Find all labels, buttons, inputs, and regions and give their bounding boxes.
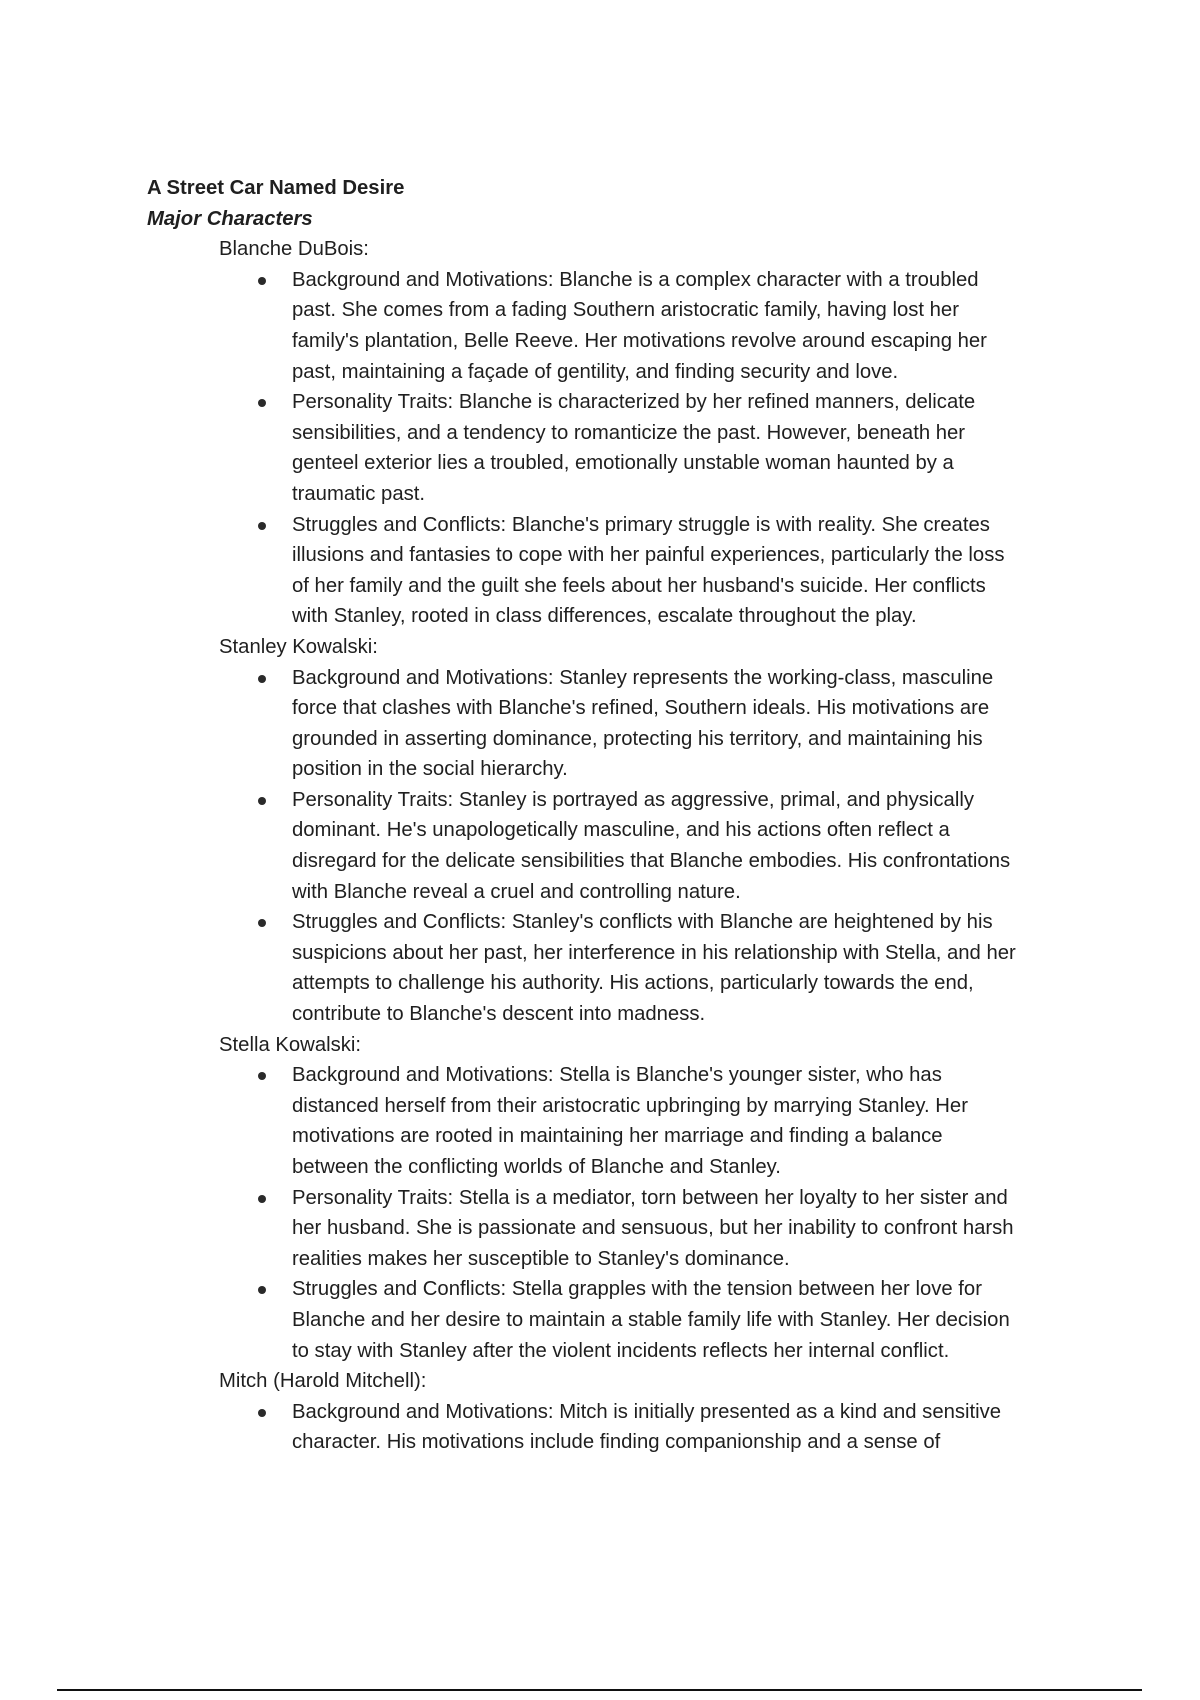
bullet-text-line: with Blanche reveal a cruel and controlling nature. [292,880,741,903]
bullet-text-line: position in the social hierarchy. [292,758,568,781]
bullet-dot-icon [258,675,266,683]
bullet-text-line: force that clashes with Blanche's refined, Southern ideals. His motivations are [292,697,990,720]
character-list [147,234,1016,1458]
bullet-item [292,663,1016,785]
bullet-text-line: with Stanley, rooted in class differences, escalate throughout the play. [292,605,917,628]
bullet-text-line: motivations are rooted in maintaining her marriage and finding a balance [292,1125,943,1148]
character-name: Stella Kowalski: [219,1033,362,1056]
bullet-dot-icon [258,919,266,927]
bullet-item [292,1274,1016,1366]
bullet-item [292,265,1016,387]
bullet-text-line: to stay with Stanley after the violent incidents reflects her internal conflict. [292,1339,950,1362]
bullet-text-line: her husband. She is passionate and sensuous, but her inability to confront harsh [292,1217,1014,1240]
character-name: Stanley Kowalski: [219,635,378,658]
bullet-dot-icon [258,277,266,285]
bullet-item [292,907,1016,1029]
document-body [147,173,1016,1458]
bullet-text-line: Personality Traits: Stanley is portrayed as aggressive, primal, and physically [292,788,974,811]
bullet-item [292,387,1016,509]
bullet-item [292,785,1016,907]
bullet-text-line: Blanche and her desire to maintain a stable family life with Stanley. Her decision [292,1308,1010,1331]
section-heading: Major Characters [147,207,313,230]
bullet-text-line: distanced herself from their aristocratic upbringing by marrying Stanley. Her [292,1094,968,1117]
bullet-dot-icon [258,1195,266,1203]
bullet-text-line: past, maintaining a façade of gentility, and finding security and love. [292,360,899,383]
bullet-text-line: sensibilities, and a tendency to romanticize the past. However, beneath her [292,421,966,444]
bullet-text-line: between the conflicting worlds of Blanche and Stanley. [292,1156,781,1178]
bullet-text-line: grounded in asserting dominance, protecting his territory, and maintaining his [292,727,983,750]
character-section [147,1366,1016,1458]
bullet-text-line: family's plantation, Belle Reeve. Her motivations revolve around escaping her [292,329,987,352]
bullet-dot-icon [258,399,266,407]
bullet-text-line: illusions and fantasies to cope with her painful experiences, particularly the loss [292,544,1005,567]
bullet-dot-icon [258,1072,266,1080]
bullet-item [292,1060,1016,1182]
bullet-text-line: character. His motivations include finding companionship and a sense of [292,1431,941,1454]
bullet-text-line: past. She comes from a fading Southern aristocratic family, having lost her [292,299,959,322]
character-name: Mitch (Harold Mitchell): [219,1370,427,1393]
bullet-text-line: of her family and the guilt she feels about her husband's suicide. Her conflicts [292,574,986,597]
bullet-text-line: Struggles and Conflicts: Stanley's conflicts with Blanche are heightened by his [292,911,993,934]
page-bottom-rule [57,1689,1142,1691]
bullet-text-line: traumatic past. [292,482,426,505]
bullet-text-line: contribute to Blanche's descent into madness. [292,1003,706,1026]
bullet-dot-icon [258,1409,266,1417]
bullet-text-line: disregard for the delicate sensibilities that Blanche embodies. His confrontations [292,850,1011,873]
character-section [147,632,1016,1030]
bullet-text-line: Struggles and Conflicts: Blanche's primary struggle is with reality. She creates [292,513,990,536]
bullet-item [292,510,1016,632]
bullet-text-line: Background and Motivations: Stanley represents the working-class, masculine [292,666,994,689]
bullet-item [292,1183,1016,1275]
bullet-text-line: Struggles and Conflicts: Stella grapples with the tension between her love for [292,1278,982,1301]
bullet-dot-icon [258,522,266,530]
character-name: Blanche DuBois: [219,238,369,261]
character-section [147,234,1016,632]
bullet-item [292,1397,1016,1458]
bullet-text-line: realities makes her susceptible to Stanley's dominance. [292,1247,790,1270]
bullet-text-line: Background and Motivations: Stella is Blanche's younger sister, who has [292,1064,942,1087]
bullet-dot-icon [258,1286,266,1294]
bullet-text-line: attempts to challenge his authority. His actions, particularly towards the end, [292,972,974,995]
bullet-text-line: Personality Traits: Blanche is characterized by her refined manners, delicate [292,391,976,414]
document-title: A Street Car Named Desire [147,177,405,199]
bullet-text-line: Background and Motivations: Mitch is initially presented as a kind and sensitive [292,1400,1002,1423]
bullet-text-line: Background and Motivations: Blanche is a complex character with a troubled [292,268,979,291]
bullet-text-line: dominant. He's unapologetically masculine, and his actions often reflect a [292,819,950,842]
bullet-text-line: genteel exterior lies a troubled, emotionally unstable woman haunted by a [292,452,954,475]
bullet-text-line: suspicions about her past, her interference in his relationship with Stella, and her [292,941,1016,964]
character-section [147,1030,1016,1367]
bullet-dot-icon [258,797,266,805]
bullet-text-line: Personality Traits: Stella is a mediator, torn between her loyalty to her sister and [292,1186,1008,1209]
